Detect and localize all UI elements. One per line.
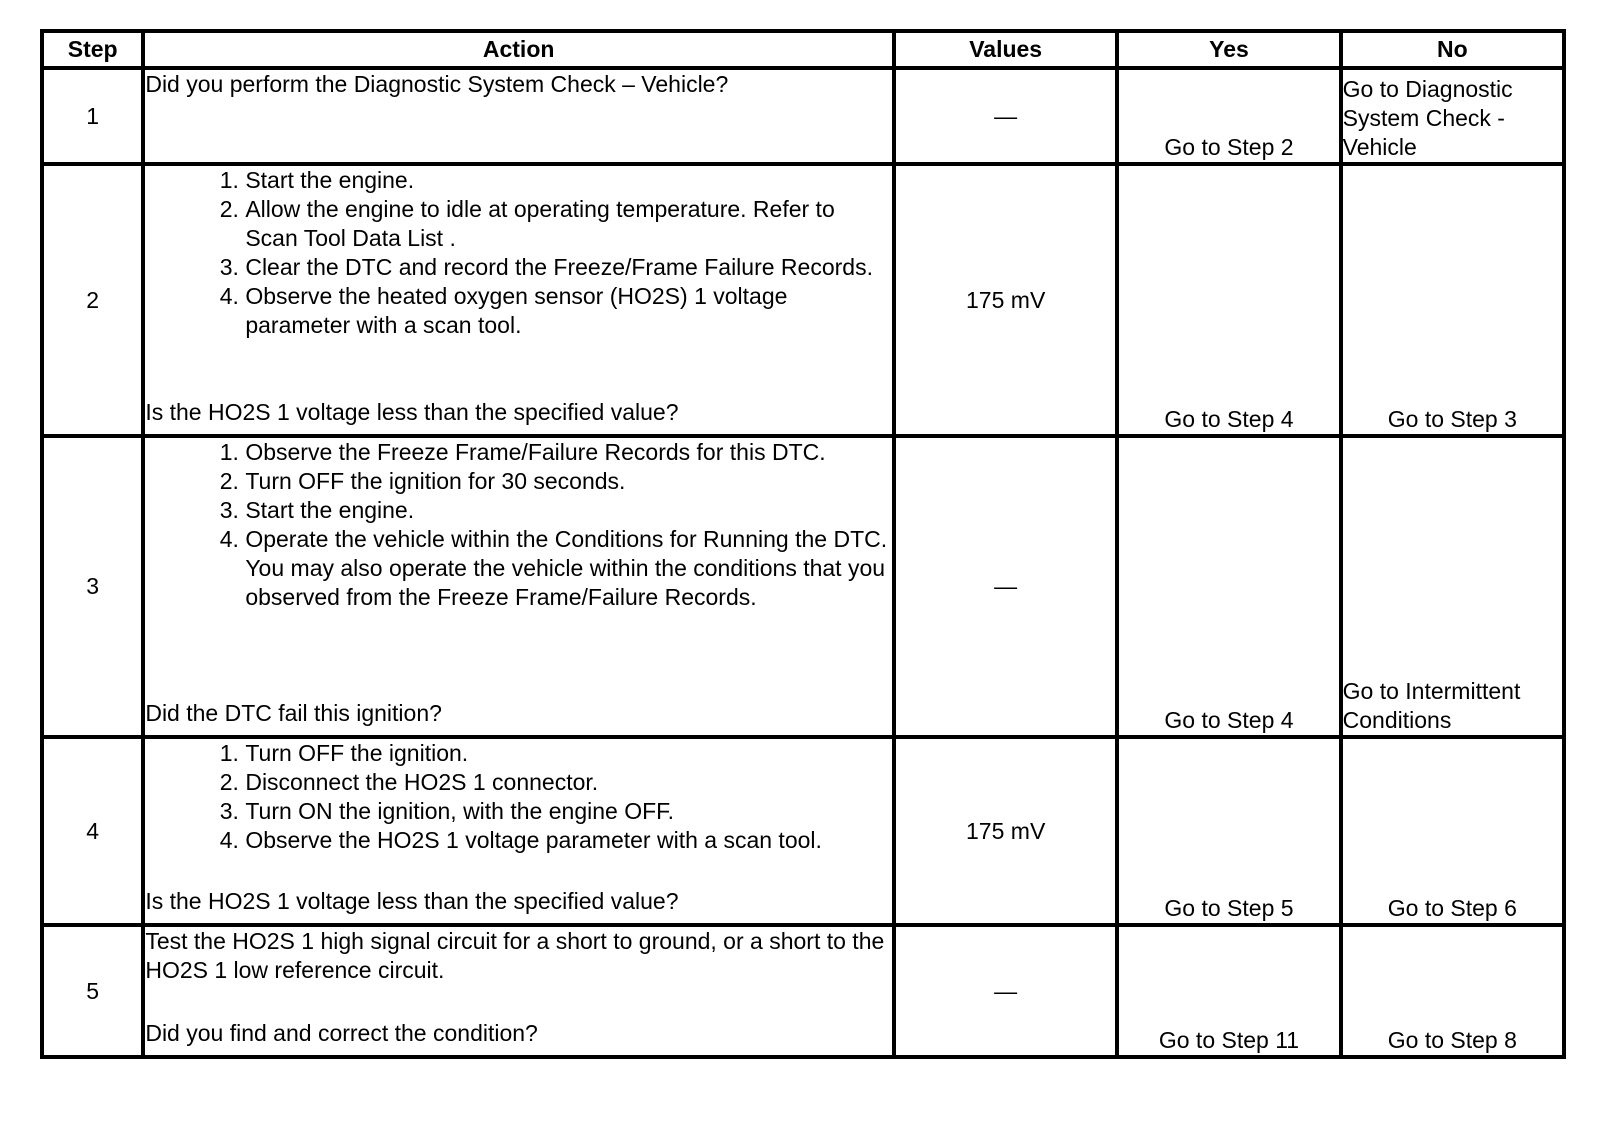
action-step-item: 1. Observe the Freeze Frame/Failure Records for this DTC. [245,438,892,467]
header-no: No [1341,31,1564,68]
action-steps [145,739,892,855]
action-step-item: 3. Clear the DTC and record the Freeze/Frame Failure Records. [245,253,892,282]
action-step-item: 4. Observe the heated oxygen sensor (HO2S) 1 voltage parameter with a scan tool. [245,282,892,340]
action-step-item: 1. Turn OFF the ignition. [245,739,892,768]
step-number: 4 [42,737,143,925]
no-cell: Go to Diagnostic System Check - Vehicle [1341,68,1564,164]
action-cell [143,164,894,436]
value-cell: — [894,925,1117,1057]
no-cell: Go to Step 3 [1341,164,1564,436]
value-cell: 175 mV [894,737,1117,925]
no-cell: Go to Intermittent Conditions [1341,436,1564,737]
value-cell: 175 mV [894,164,1117,436]
action-steps [145,438,892,612]
header-action: Action [143,31,894,68]
yes-cell: Go to Step 2 [1117,68,1340,164]
action-cell [143,68,894,164]
action-cell [143,737,894,925]
action-step-item: 3. Start the engine. [245,496,892,525]
header-step: Step [42,31,143,68]
action-steps [145,166,892,340]
action-intro: Did you perform the Diagnostic System Check – Vehicle? [145,71,729,97]
action-question: Is the HO2S 1 voltage less than the specified value? [145,888,679,914]
no-cell: Go to Step 8 [1341,925,1564,1057]
no-cell: Go to Step 6 [1341,737,1564,925]
action-question: Did the DTC fail this ignition? [145,700,442,726]
action-step-item: 1. Start the engine. [245,166,892,195]
action-step-item: 2. Turn OFF the ignition for 30 seconds. [245,467,892,496]
action-step-item: 4. Observe the HO2S 1 voltage parameter with a scan tool. [245,826,892,855]
table-row [42,925,1564,1057]
step-number: 2 [42,164,143,436]
table-row [42,164,1564,436]
table-row [42,737,1564,925]
step-number: 5 [42,925,143,1057]
yes-cell: Go to Step 4 [1117,436,1340,737]
action-cell [143,925,894,1057]
action-step-item: 4. Operate the vehicle within the Conditions for Running the DTC. You may also operate the vehicle within the conditions that you observed from the Freeze Frame/Failure Records. [245,525,892,612]
table-row [42,68,1564,164]
header-values: Values [894,31,1117,68]
header-yes: Yes [1117,31,1340,68]
yes-cell: Go to Step 5 [1117,737,1340,925]
action-step-item: 2. Allow the engine to idle at operating temperature. Refer to Scan Tool Data List . [245,195,892,253]
table-row [42,436,1564,737]
header-row [42,31,1564,68]
step-number: 3 [42,436,143,737]
action-step-item: 2. Disconnect the HO2S 1 connector. [245,768,892,797]
action-question: Did you find and correct the condition? [145,1020,538,1046]
action-intro: Test the HO2S 1 high signal circuit for a short to ground, or a short to the HO2S 1 low reference circuit. [145,928,885,983]
step-number: 1 [42,68,143,164]
yes-cell: Go to Step 11 [1117,925,1340,1057]
yes-cell: Go to Step 4 [1117,164,1340,436]
action-cell [143,436,894,737]
diagnostic-table [40,29,1566,1059]
action-question: Is the HO2S 1 voltage less than the specified value? [145,399,679,425]
action-step-item: 3. Turn ON the ignition, with the engine OFF. [245,797,892,826]
value-cell: — [894,436,1117,737]
value-cell: — [894,68,1117,164]
